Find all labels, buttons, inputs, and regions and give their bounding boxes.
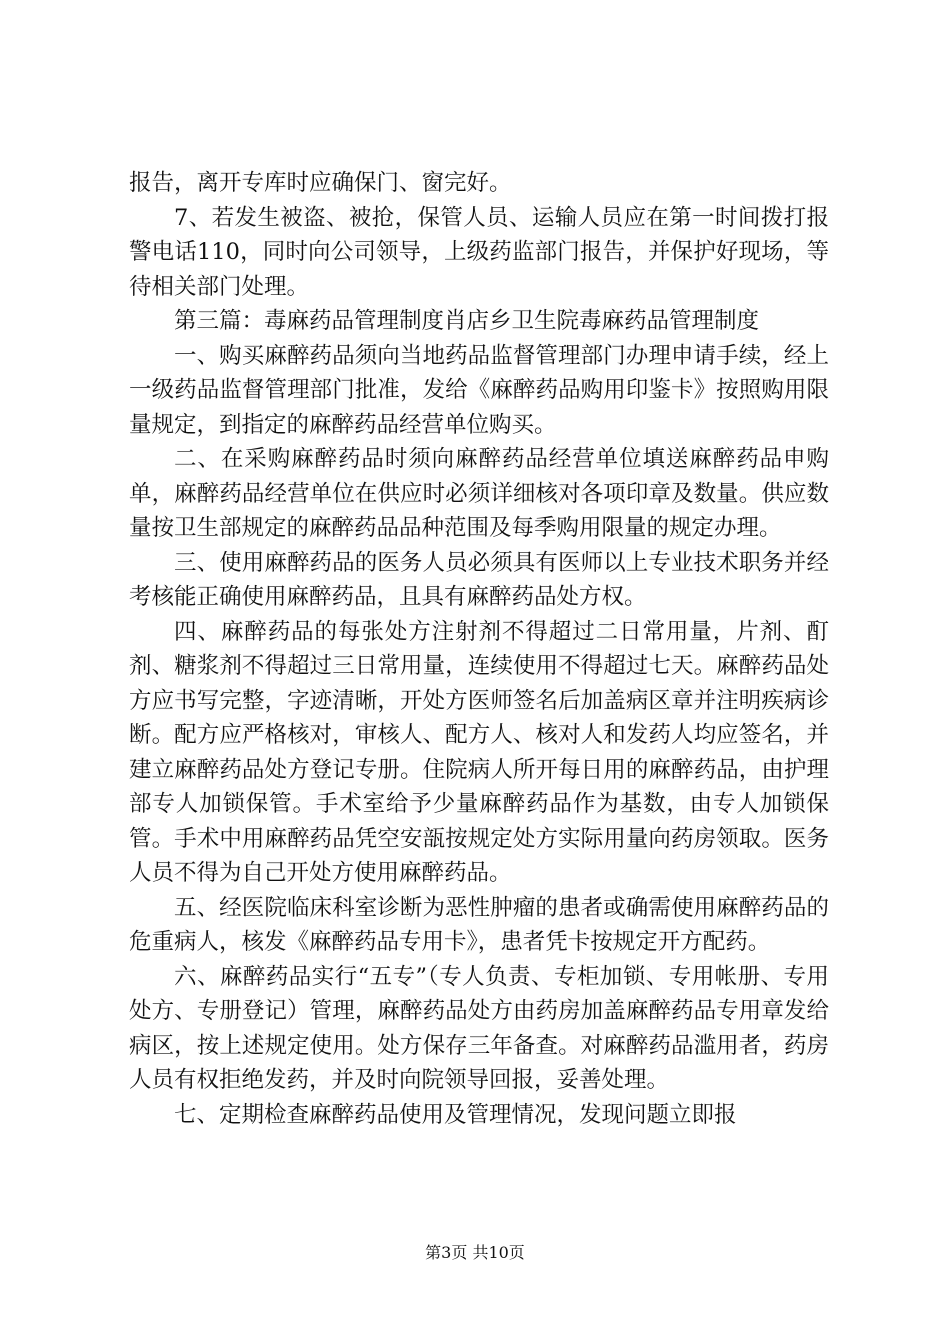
page-number: 第3页 共10页 — [425, 1243, 525, 1262]
paragraph: 7、若发生被盗、被抢，保管人员、运输人员应在第一时间拨打报警电话110，同时向公司领导，上级药监部门报告，并保护好现场，等待相关部门处理。 — [129, 204, 829, 300]
paragraph: 五、经医院临床科室诊断为恶性肿瘤的患者或确需使用麻醉药品的危重病人，核发《麻醉药品专用卡》，患者凭卡按规定开方配药。 — [129, 894, 829, 955]
paragraph: 三、使用麻醉药品的医务人员必须具有医师以上专业技术职务并经考核能正确使用麻醉药品，且具有麻醉药品处方权。 — [129, 549, 829, 610]
paragraph: 一、购买麻醉药品须向当地药品监督管理部门办理申请手续，经上一级药品监督管理部门批准，发给《麻醉药品购用印鉴卡》按照购用限量规定，到指定的麻醉药品经营单位购买。 — [129, 342, 829, 438]
document-body — [129, 166, 829, 1132]
paragraph: 六、麻醉药品实行“五专”（专人负责、专柜加锁、专用帐册、专用处方、专册登记）管理，麻醉药品处方由药房加盖麻醉药品专用章发给病区，按上述规定使用。处方保存三年备查。对麻醉药品滥用者，药房人员有权拒绝发药，并及时向院领导回报，妥善处理。 — [129, 963, 829, 1093]
page-footer — [0, 1243, 950, 1263]
paragraph: 七、定期检查麻醉药品使用及管理情况，发现问题立即报 — [174, 1101, 737, 1128]
paragraph: 四、麻醉药品的每张处方注射剂不得超过二日常用量，片剂、酊剂、糖浆剂不得超过三日常用量，连续使用不得超过七天。麻醉药品处方应书写完整，字迹清晰，开处方医师签名后加盖病区章并注明疾病诊断。配方应严格核对，审核人、配方人、核对人和发药人均应签名，并建立麻醉药品处方登记专册。住院病人所开每日用的麻醉药品，由护理部专人加锁保管。手术室给予少量麻醉药品作为基数，由专人加锁保管。手术中用麻醉药品凭空安瓿按规定处方实际用量向药房领取。医务人员不得为自己开处方使用麻醉药品。 — [129, 618, 829, 886]
paragraph: 报告，离开专库时应确保门、窗完好。 — [129, 170, 512, 196]
paragraph: 二、在采购麻醉药品时须向麻醉药品经营单位填送麻醉药品申购单，麻醉药品经营单位在供应时必须详细核对各项印章及数量。供应数量按卫生部规定的麻醉药品品种范围及每季购用限量的规定办理。 — [129, 446, 829, 541]
section-heading: 第三篇：毒麻药品管理制度肖店乡卫生院毒麻药品管理制度 — [174, 308, 760, 334]
